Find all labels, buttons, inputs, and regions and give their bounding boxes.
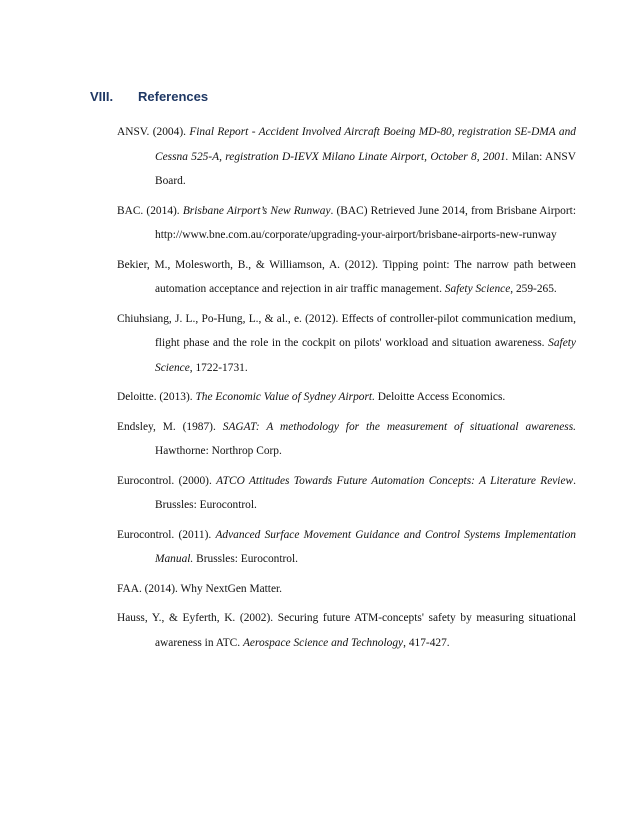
reference-entry bbox=[117, 523, 576, 572]
reference-entry bbox=[117, 606, 576, 655]
reference-italic-title: Safety Science bbox=[155, 337, 576, 374]
reference-text: Deloitte. (2013). bbox=[117, 391, 196, 403]
reference-italic-title: ATCO Attitudes Towards Future Automation Concepts: A Literature Review bbox=[216, 474, 574, 487]
reference-text-end: , 417-427. bbox=[403, 636, 450, 649]
reference-text: FAA. (2014). Why NextGen Matter. bbox=[117, 582, 283, 595]
section-title: References bbox=[138, 89, 209, 104]
reference-text-end: . Brussles: Eurocontrol. bbox=[155, 474, 576, 511]
reference-text: ANSV. (2004). bbox=[117, 126, 190, 138]
reference-text: Bekier, M., Molesworth, B., & Williamson, A. (2012). Tipping point: The narrow path between automation acceptance and rejection in air traffic management. bbox=[117, 258, 576, 295]
reference-text-end: Hawthorne: Northrop Corp. bbox=[155, 445, 282, 457]
section-heading bbox=[90, 89, 208, 104]
reference-text: Eurocontrol. (2000). bbox=[117, 474, 217, 487]
section-number: VIII. bbox=[90, 89, 114, 104]
reference-text-end: , 259-265. bbox=[510, 283, 557, 295]
reference-entry bbox=[117, 253, 576, 302]
reference-text-end: Milan: ANSV Board. bbox=[155, 150, 576, 187]
reference-italic-title: The Economic Value of Sydney Airport. bbox=[195, 391, 375, 403]
reference-entry bbox=[117, 199, 576, 248]
reference-italic-title: Safety Science bbox=[444, 283, 511, 295]
reference-text-end: . (BAC) Retrieved June 2014, from Brisbane Airport: http://www.bne.com.au/corporate/upgrading-your-airport/brisbane-airports-new-runway bbox=[155, 204, 576, 241]
reference-text-end: Deloitte Access Economics. bbox=[374, 391, 506, 403]
reference-italic-title: SAGAT: A methodology for the measurement of situational awareness. bbox=[222, 420, 576, 433]
reference-text: BAC. (2014). bbox=[117, 204, 183, 217]
reference-text: Hauss, Y., & Eyferth, K. (2002). Securing future ATM-concepts' safety by measuring situational awareness in ATC. bbox=[117, 612, 576, 649]
reference-text: Eurocontrol. (2011). bbox=[117, 528, 216, 541]
reference-italic-title: Final Report - Accident Involved Aircraft Boeing MD-80, registration SE-DMA and Cessna 525-A, registration D-IEVX Milano Linate Airport, October 8, 2001. bbox=[155, 126, 576, 163]
reference-italic-title: Brisbane Airport’s New Runway bbox=[182, 204, 331, 217]
reference-italic-title: Advanced Surface Movement Guidance and Control Systems Implementation Manual. bbox=[155, 528, 576, 565]
reference-entry bbox=[117, 307, 576, 381]
reference-entry bbox=[117, 577, 576, 602]
reference-italic-title: Aerospace Science and Technology bbox=[242, 636, 404, 649]
reference-text-end: Brussles: Eurocontrol. bbox=[193, 553, 299, 565]
reference-list bbox=[117, 120, 576, 660]
reference-text: Chiuhsiang, J. L., Po-Hung, L., & al., e. (2012). Effects of controller-pilot communication medium, flight phase and the role in the cockpit on pilots' workload and situation awareness. bbox=[117, 312, 576, 349]
reference-entry bbox=[117, 469, 576, 518]
reference-entry bbox=[117, 415, 576, 464]
reference-text: Endsley, M. (1987). bbox=[117, 420, 223, 433]
reference-entry bbox=[117, 120, 576, 194]
reference-entry bbox=[117, 385, 576, 410]
reference-text-end: , 1722-1731. bbox=[189, 361, 248, 374]
